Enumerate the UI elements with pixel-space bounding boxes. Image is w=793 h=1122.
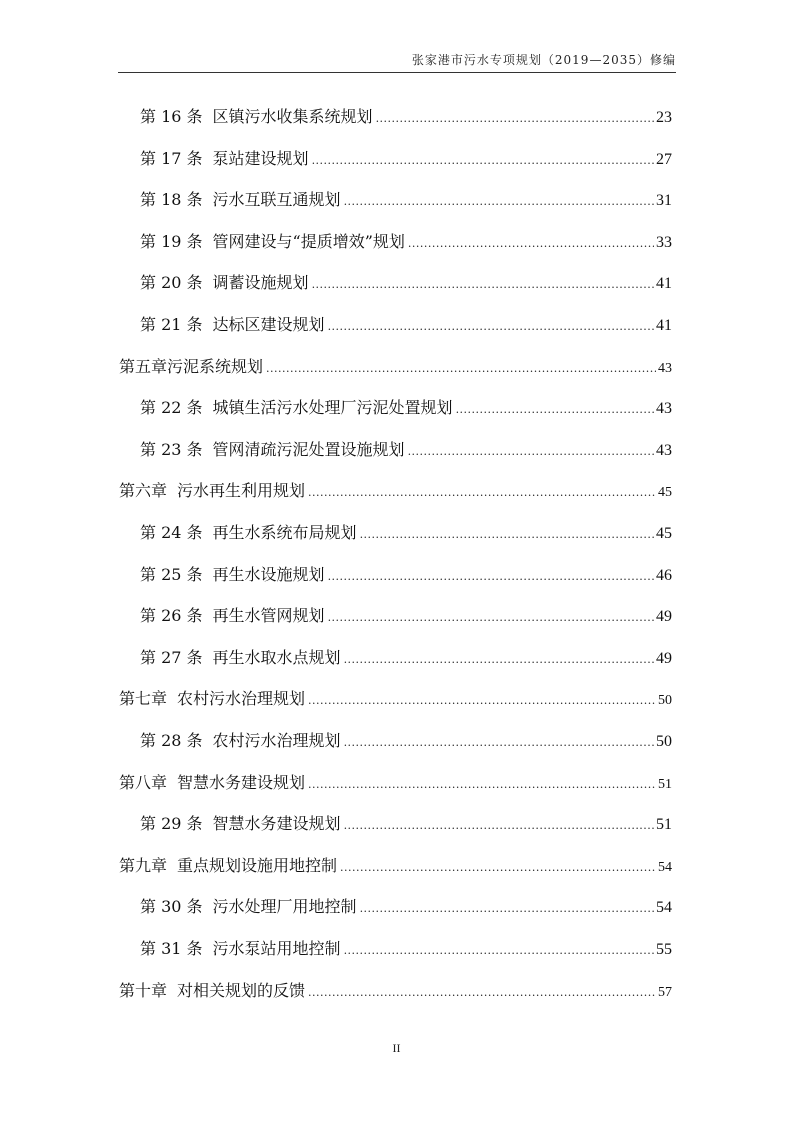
toc-chapter-entry[interactable]	[119, 771, 672, 795]
toc-entry-title: 污水再生利用规划	[177, 481, 306, 501]
toc-entry-page: 23	[656, 109, 672, 126]
toc-dot-leader	[344, 731, 654, 755]
toc-entry-title: 污水互联互通规划	[212, 190, 341, 210]
toc-dot-leader	[328, 315, 654, 339]
toc-entry-page: 51	[658, 776, 672, 792]
toc-entry-page: 54	[658, 859, 672, 875]
toc-entry-page: 41	[656, 317, 672, 334]
toc-entry-title: 再生水设施规划	[212, 564, 325, 584]
toc-entry-number: 第十章	[119, 980, 168, 1000]
page-number: II	[392, 1041, 401, 1055]
toc-entry-title: 农村污水治理规划	[177, 689, 306, 709]
toc-entry-title: 再生水系统布局规划	[212, 523, 357, 542]
toc-entry-page: 41	[656, 275, 672, 293]
toc-dot-leader	[456, 398, 654, 422]
toc-entry-title: 再生水取水点规划	[212, 647, 341, 667]
toc-chapter-entry[interactable]	[119, 854, 672, 878]
toc-article-entry[interactable]	[140, 812, 672, 836]
toc-entry-page: 45	[656, 525, 672, 542]
toc-entry-page: 33	[656, 233, 672, 251]
toc-entry-title: 智慧水务建设规划	[177, 772, 306, 792]
toc-entry-title: 智慧水务建设规划	[212, 814, 341, 834]
toc-article-entry[interactable]	[140, 438, 672, 462]
toc-entry-number: 第 22 条	[140, 398, 203, 418]
toc-article-entry[interactable]	[140, 563, 672, 587]
toc-chapter-entry[interactable]	[119, 479, 672, 503]
toc-dot-leader	[344, 190, 654, 214]
toc-entry-page: 45	[658, 485, 672, 501]
toc-entry-page: 50	[658, 693, 672, 709]
toc-entry-title: 管网清疏污泥处置设施规划	[212, 439, 405, 459]
toc-entry-title: 调蓄设施规划	[212, 273, 309, 293]
toc-entry-number: 第 31 条	[140, 939, 203, 958]
toc-entry-number: 第 21 条	[140, 315, 203, 334]
toc-entry-number: 第 25 条	[140, 564, 203, 584]
toc-entry-page: 49	[656, 608, 672, 626]
toc-entry-number: 第九章	[119, 855, 168, 875]
toc-dot-leader	[312, 273, 654, 297]
toc-article-entry[interactable]	[140, 271, 672, 295]
toc-article-entry[interactable]	[140, 604, 672, 628]
toc-dot-leader	[360, 523, 654, 547]
toc-dot-leader	[328, 565, 654, 589]
toc-entry-number: 第六章	[119, 481, 168, 501]
toc-article-entry[interactable]	[140, 105, 672, 129]
toc-entry-number: 第八章	[119, 772, 168, 792]
toc-entry-page: 55	[656, 941, 672, 958]
toc-entry-page: 50	[656, 733, 672, 750]
toc-dot-leader	[344, 648, 654, 672]
toc-entry-title: 污水泵站用地控制	[212, 939, 341, 958]
toc-dot-leader	[308, 481, 656, 505]
toc-chapter-entry[interactable]	[119, 979, 672, 1003]
toc-entry-number: 第五章	[119, 356, 168, 376]
toc-article-entry[interactable]	[140, 396, 672, 420]
toc-entry-number: 第 17 条	[140, 148, 203, 168]
toc-entry-title: 对相关规划的反馈	[177, 980, 306, 1000]
toc-entry-title: 重点规划设施用地控制	[177, 855, 338, 875]
toc-dot-leader	[376, 107, 654, 131]
toc-entry-title: 污泥系统规划	[167, 356, 264, 376]
toc-dot-leader	[344, 939, 654, 963]
toc-entry-number: 第 19 条	[140, 231, 203, 251]
toc-entry-number: 第七章	[119, 689, 168, 709]
toc-article-entry[interactable]	[140, 188, 672, 212]
toc-entry-title: 泵站建设规划	[212, 148, 309, 168]
toc-dot-leader	[360, 897, 654, 921]
toc-entry-number: 第 20 条	[140, 273, 203, 293]
toc-dot-leader	[408, 440, 654, 464]
toc-entry-number: 第 26 条	[140, 606, 203, 626]
toc-entry-title: 管网建设与“提质增效”规划	[212, 231, 405, 251]
toc-entry-title: 农村污水治理规划	[212, 731, 341, 750]
toc-article-entry[interactable]	[140, 895, 672, 919]
toc-entry-number: 第 28 条	[140, 731, 203, 750]
toc-entry-title: 再生水管网规划	[212, 606, 325, 626]
toc-entry-number: 第 16 条	[140, 107, 203, 126]
toc-entry-page: 54	[656, 899, 672, 917]
toc-entry-number: 第 29 条	[140, 814, 203, 834]
toc-entry-number: 第 18 条	[140, 190, 203, 210]
toc-dot-leader	[308, 773, 656, 797]
toc-chapter-entry[interactable]	[119, 687, 672, 711]
toc-dot-leader	[308, 689, 656, 713]
toc-dot-leader	[408, 232, 654, 256]
toc-entry-page: 43	[658, 360, 672, 376]
toc-entry-number: 第 23 条	[140, 439, 203, 459]
toc-article-entry[interactable]	[140, 313, 672, 337]
toc-dot-leader	[266, 357, 656, 381]
toc-article-entry[interactable]	[140, 147, 672, 171]
toc-entry-number: 第 24 条	[140, 523, 203, 542]
toc-dot-leader	[344, 814, 654, 838]
toc-entry-title: 城镇生活污水处理厂污泥处置规划	[212, 398, 453, 418]
toc-dot-leader	[308, 981, 656, 1005]
toc-entry-page: 31	[656, 192, 672, 210]
toc-article-entry[interactable]	[140, 729, 672, 753]
toc-entry-page: 57	[658, 984, 672, 1000]
running-header: 张家港市污水专项规划（2019—2035）修编	[411, 53, 676, 67]
toc-dot-leader	[340, 856, 656, 880]
toc-entry-title: 达标区建设规划	[212, 315, 325, 334]
toc-entry-number: 第 27 条	[140, 647, 203, 667]
toc-entry-title: 区镇污水收集系统规划	[212, 107, 373, 126]
toc-article-entry[interactable]	[140, 230, 672, 254]
toc-entry-page: 49	[656, 649, 672, 667]
toc-article-entry[interactable]	[140, 521, 672, 545]
toc-entry-page: 51	[656, 816, 672, 834]
toc-entry-page: 43	[656, 400, 672, 418]
toc-entry-page: 27	[656, 150, 672, 168]
toc-chapter-entry[interactable]	[119, 355, 672, 379]
toc-entry-page: 46	[656, 566, 672, 584]
toc-entry-title: 污水处理厂用地控制	[212, 897, 357, 917]
toc-article-entry[interactable]	[140, 937, 672, 961]
toc-entry-page: 43	[656, 441, 672, 459]
toc-entry-number: 第 30 条	[140, 897, 203, 917]
toc-dot-leader	[328, 606, 654, 630]
toc-dot-leader	[312, 149, 654, 173]
toc-article-entry[interactable]	[140, 646, 672, 670]
